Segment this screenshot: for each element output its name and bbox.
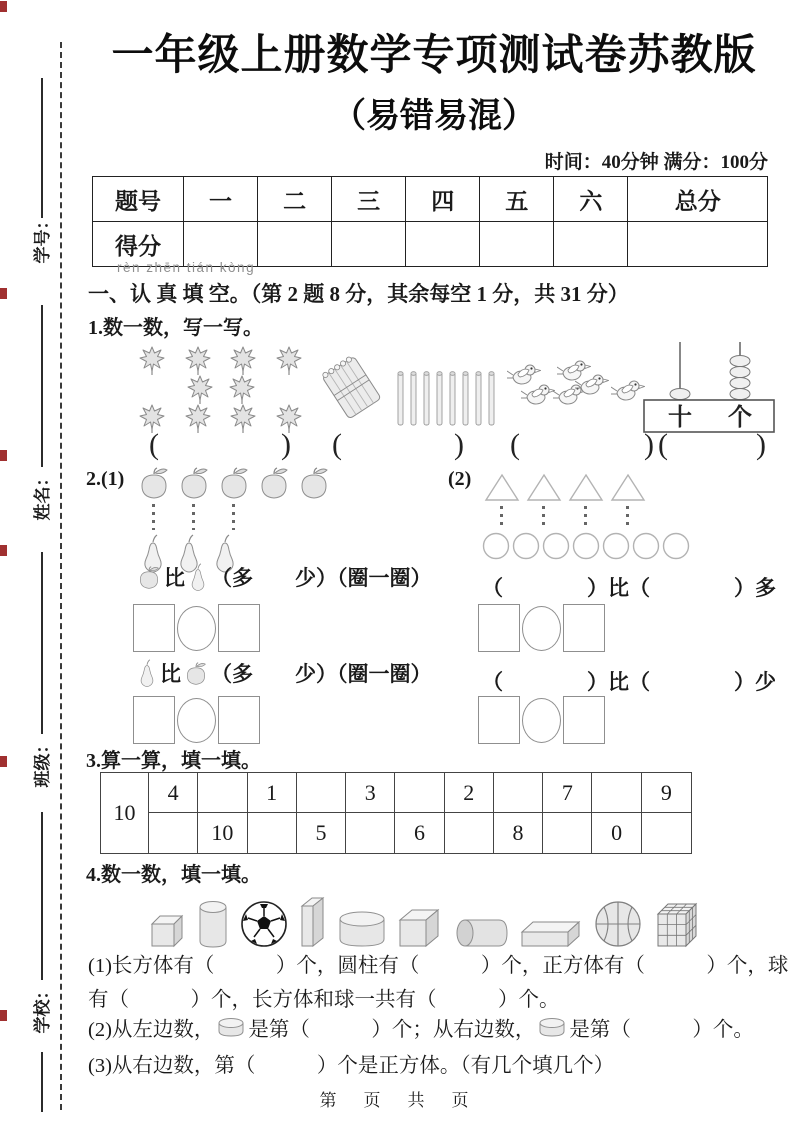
q2-circles-row [482, 532, 690, 560]
duo-shao-text: （多 少）（圈一圈） [211, 662, 432, 686]
q3-cell [445, 813, 494, 853]
pinyin-annotation: rèn zhēn tián kòng [117, 260, 256, 275]
maple-leaf-icon [183, 344, 213, 376]
paren-close: ) [281, 428, 291, 461]
q3-cell [297, 773, 346, 813]
write-line [41, 812, 43, 980]
circle-icon [482, 532, 510, 560]
q4-shapes-row [150, 886, 728, 948]
maple-leaf-icon [228, 344, 258, 376]
pear-icon [187, 563, 209, 592]
q2-compare-apple-pear [136, 562, 432, 592]
paren-close: ) [756, 428, 766, 461]
write-line [41, 78, 43, 218]
match-dots [152, 504, 155, 530]
maple-leaf-icon [185, 373, 215, 405]
q1-birds-group [505, 356, 645, 422]
q3-cell: 0 [592, 813, 641, 853]
student-id-label: 学号： [33, 212, 52, 264]
score-cell [332, 222, 406, 267]
compare-word: 比 [164, 566, 185, 590]
q2-less-line [482, 666, 776, 696]
triangle-icon [526, 472, 562, 502]
q1-label: 1.数一数，写一写。 [88, 317, 263, 339]
write-line [41, 305, 43, 467]
q3-cell: 10 [198, 813, 247, 853]
cylinder-wide-icon [338, 910, 386, 948]
q3-cell: 3 [346, 773, 395, 813]
edge-mark [0, 756, 7, 767]
page-subtitle: （易错易混） [332, 98, 536, 135]
soccer-ball-icon [240, 900, 288, 948]
abacus-ones-label: 个 [728, 405, 752, 431]
apple-icon [216, 466, 252, 500]
paren-close: ) [644, 428, 654, 461]
page-title: 一年级上册数学专项测试卷苏教版 [111, 33, 757, 79]
stick-icon [449, 370, 456, 426]
q3-cell [149, 813, 198, 853]
circle-icon [602, 532, 630, 560]
q3-cell [642, 813, 691, 853]
score-header-cell: 总分 [628, 177, 768, 222]
apple-icon [256, 466, 292, 500]
q4-line1a: (1)长方体有（ ）个，圆柱有（ ）个，正方体有（ ）个，球 [88, 955, 789, 977]
triangle-icon [610, 472, 646, 502]
triangle-icon [484, 472, 520, 502]
q3-cell: 9 [642, 773, 691, 813]
stick-icon [397, 370, 404, 426]
q3-cell: 5 [297, 813, 346, 853]
q4-line2-text: 是第（ ）个；从右边数， [248, 1019, 536, 1041]
q2-equation-boxes [478, 604, 605, 652]
q1-answer-blank [644, 428, 780, 462]
stick-icon [475, 370, 482, 426]
apple-icon [296, 466, 332, 500]
apple-icon [136, 466, 172, 500]
q3-grid [149, 773, 691, 853]
cuboid-long-icon [520, 920, 582, 948]
q3-label: 3.算一算，填一填。 [86, 750, 261, 772]
score-header-cell: 六 [554, 177, 628, 222]
q2-label: 2.(1) [86, 468, 125, 490]
maple-leaf-icon [137, 344, 167, 376]
stick-icon [410, 370, 417, 426]
match-dots [626, 506, 629, 530]
answer-box [218, 604, 260, 652]
score-header-cell: 四 [406, 177, 480, 222]
circle-icon [542, 532, 570, 560]
abacus-icon [638, 342, 780, 434]
q3-cell [494, 773, 543, 813]
edge-mark [0, 450, 7, 461]
q3-total-cell: 10 [101, 773, 149, 853]
score-table [92, 176, 768, 267]
q2-compare-pear-apple [136, 658, 432, 688]
edge-mark [0, 1010, 7, 1021]
answer-box [478, 604, 520, 652]
answer-box [563, 696, 605, 744]
score-cell [480, 222, 554, 267]
answer-box [133, 604, 175, 652]
q3-cell [395, 773, 444, 813]
section1-heading: 一、认 真 填 空。（第 2 题 8 分，其余每空 1 分，共 31 分） [88, 282, 629, 306]
apple-icon [176, 466, 212, 500]
answer-box [478, 696, 520, 744]
circle-icon [512, 532, 540, 560]
score-header-cell: 一 [184, 177, 258, 222]
q1-sticks-group [315, 350, 495, 426]
q3-cell [198, 773, 247, 813]
q1-leaves-group [133, 344, 308, 431]
q2-part2-label: (2) [448, 468, 472, 490]
duo-shao-text: （多 少）（圈一圈） [211, 566, 432, 590]
edge-mark [0, 545, 7, 556]
seal-dashed-line [60, 42, 62, 1110]
paren-open: ( [149, 428, 159, 461]
q1-answer-blank [318, 428, 478, 462]
q3-cell [346, 813, 395, 853]
rubiks-cube-icon [654, 898, 700, 948]
q2-equation-boxes [478, 696, 605, 744]
abacus-tens-label: 十 [668, 405, 692, 431]
stick-icon [488, 370, 495, 426]
paren-open: ( [658, 428, 668, 461]
school-label: 学校： [33, 982, 52, 1034]
answer-circle [522, 606, 561, 651]
cuboid-thin-tall-icon [300, 896, 326, 948]
cube-icon [398, 908, 442, 948]
q4-line1b: 有（ ）个，长方体和球一共有（ ）个。 [88, 989, 560, 1011]
maple-leaf-icon [227, 373, 257, 405]
q2-triangles-row [484, 472, 646, 502]
cylinder-lying-icon [454, 918, 508, 948]
loose-sticks [397, 370, 495, 426]
q1-abacus-group [638, 342, 780, 434]
score-row-label: 得分 [93, 222, 184, 267]
answer-circle [522, 698, 561, 743]
score-header-cell: 五 [480, 177, 554, 222]
stick-icon [436, 370, 443, 426]
q3-cell: 6 [395, 813, 444, 853]
paren-close: ) [454, 428, 464, 461]
circle-icon [572, 532, 600, 560]
maple-leaf-icon [274, 344, 304, 376]
more-blank-text: （ ）比（ ）多 [482, 576, 776, 600]
bird-icon [575, 372, 609, 398]
circle-icon [632, 532, 660, 560]
match-dots [192, 504, 195, 530]
cylinder-tall-icon [198, 900, 228, 948]
q3-cell [248, 813, 297, 853]
write-line [41, 552, 43, 734]
match-dots [500, 506, 503, 530]
answer-circle [177, 698, 216, 743]
score-cell [628, 222, 768, 267]
class-label: 班级： [33, 736, 52, 788]
score-cell [554, 222, 628, 267]
cylinder-icon [217, 1016, 245, 1038]
answer-box [133, 696, 175, 744]
less-blank-text: （ ）比（ ）少 [482, 670, 776, 694]
stick-icon [462, 370, 469, 426]
q4-line3: (3)从右边数，第（ ）个是正方体。（有几个填几个） [88, 1055, 615, 1077]
match-dots [584, 506, 587, 530]
q1-answer-blank [135, 428, 305, 462]
match-dots [542, 506, 545, 530]
stick-bundle-icon [315, 350, 391, 426]
stick-icon [423, 370, 430, 426]
circle-icon [662, 532, 690, 560]
score-header-cell: 题号 [93, 177, 184, 222]
name-label: 姓名： [33, 469, 52, 521]
q4-line2 [88, 1012, 754, 1042]
q3-cell: 8 [494, 813, 543, 853]
edge-mark [0, 1, 7, 12]
apple-icon [183, 661, 209, 686]
paren-open: ( [332, 428, 342, 461]
score-cell [406, 222, 480, 267]
q4-label: 4.数一数，填一填。 [86, 864, 261, 886]
q3-cell: 1 [248, 773, 297, 813]
q3-number-table [100, 772, 692, 854]
q2-equation-boxes [133, 604, 260, 652]
q3-cell: 7 [543, 773, 592, 813]
score-table-header-row [93, 177, 768, 222]
basketball-icon [594, 900, 642, 948]
score-cell [258, 222, 332, 267]
q3-cell: 2 [445, 773, 494, 813]
q3-cell: 4 [149, 773, 198, 813]
q2-more-line [482, 572, 776, 602]
answer-circle [177, 606, 216, 651]
edge-mark [0, 288, 7, 299]
answer-box [218, 696, 260, 744]
q4-line2-text: (2)从左边数， [88, 1019, 215, 1041]
match-dots [232, 504, 235, 530]
time-score-info: 时间：40分钟 满分：100分 [544, 152, 768, 173]
pear-icon [136, 659, 158, 688]
q3-cell [543, 813, 592, 853]
compare-word: 比 [160, 662, 181, 686]
cuboid-small-icon [150, 914, 186, 948]
score-header-cell: 三 [332, 177, 406, 222]
triangle-icon [568, 472, 604, 502]
cylinder-icon [538, 1016, 566, 1038]
q2-apples-row [136, 466, 332, 500]
q3-cell [592, 773, 641, 813]
q1-answer-blank [496, 428, 668, 462]
bird-icon [521, 382, 555, 408]
answer-box [563, 604, 605, 652]
q2-equation-boxes [133, 696, 260, 744]
page-footer: 第 页 共 页 [319, 1091, 474, 1110]
score-header-cell: 二 [258, 177, 332, 222]
paren-open: ( [510, 428, 520, 461]
apple-icon [136, 565, 162, 590]
q4-line2-text: 是第（ ）个。 [569, 1019, 754, 1041]
